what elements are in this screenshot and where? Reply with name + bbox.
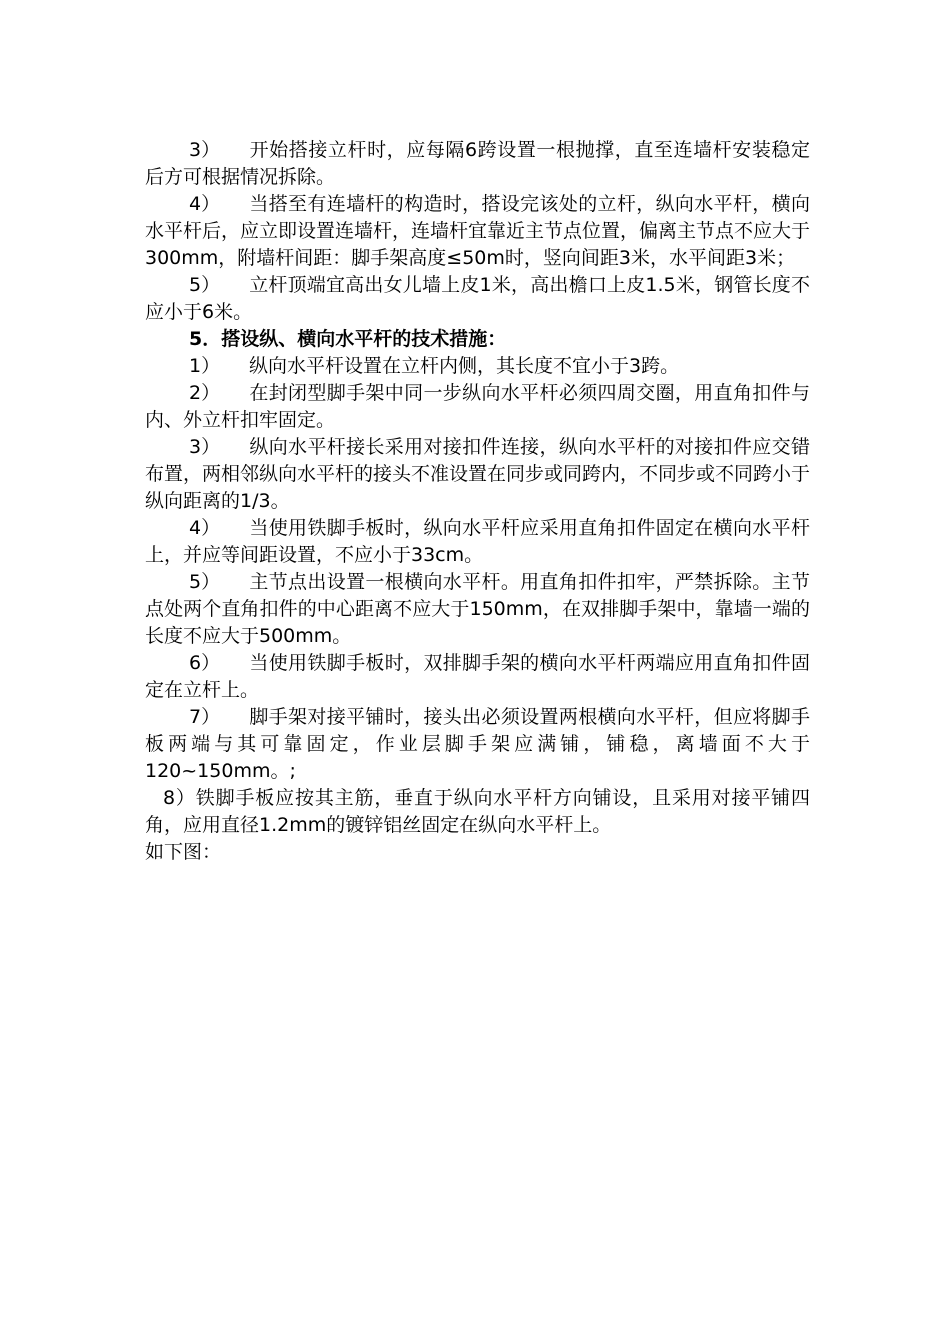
item-number: 4） [189, 193, 221, 215]
item-text: 脚手架对接平铺时，接头出必须设置两根横向水平杆，但应将脚手板两端与其可靠固定，作业层脚手架应满铺，铺稳，离墙面不大于120~150mm。; [145, 706, 810, 782]
section-heading: 5．搭设纵、横向水平杆的技术措施： [189, 328, 507, 350]
item-number: 4） [189, 517, 221, 539]
item-text: 当使用铁脚手板时，双排脚手架的横向水平杆两端应用直角扣件固定在立杆上。 [145, 652, 810, 701]
item-text: 立杆顶端宜高出女儿墙上皮1米，高出檐口上皮1.5米，钢管长度不应小于6米。 [145, 274, 810, 323]
item-text: 开始搭接立杆时，应每隔6跨设置一根抛撑，直至连墙杆安装稳定后方可根据情况拆除。 [145, 139, 810, 188]
item-text: 当搭至有连墙杆的构造时，搭设完该处的立杆，纵向水平杆，横向水平杆后，应立即设置连墙杆，连墙杆宜靠近主节点位置，偏离主节点不应大于300mm，附墙杆间距：脚手架高度≤50m时，竖向间距3米，水平间距3米； [145, 193, 811, 269]
list-item [145, 353, 810, 380]
item-number: 5） [189, 571, 221, 593]
paragraph-item-4 [145, 191, 810, 272]
item-number: 7） [189, 706, 221, 728]
list-item [145, 380, 810, 434]
list-item [145, 569, 810, 650]
document-body [145, 137, 810, 866]
item-number: 2） [189, 382, 221, 404]
item-number: 3） [189, 139, 221, 161]
item-number: 5） [189, 274, 221, 296]
item-text: 主节点出设置一根横向水平杆。用直角扣件扣牢，严禁拆除。主节点处两个直角扣件的中心距离不应大于150mm，在双排脚手架中，靠墙一端的长度不应大于500mm。 [145, 571, 810, 647]
item-text: 纵向水平杆设置在立杆内侧，其长度不宜小于3跨。 [249, 355, 680, 377]
item-number: 1） [189, 355, 221, 377]
list-item [145, 434, 810, 515]
list-item [145, 704, 810, 785]
item-text: 在封闭型脚手架中同一步纵向水平杆必须四周交圈，用直角扣件与内、外立杆扣牢固定。 [145, 382, 810, 431]
paragraph-item-5 [145, 272, 810, 326]
list-item [145, 515, 810, 569]
item-number: 3） [189, 436, 221, 458]
item-text: 纵向水平杆接长采用对接扣件连接，纵向水平杆的对接扣件应交错布置，两相邻纵向水平杆的接头不准设置在同步或同跨内，不同步或不同跨小于纵向距离的1/3。 [145, 436, 811, 512]
item-number: 6） [189, 652, 221, 674]
item-text: 当使用铁脚手板时，纵向水平杆应采用直角扣件固定在横向水平杆上，并应等间距设置，不应小于33cm。 [145, 517, 810, 566]
list-item [145, 650, 810, 704]
list-item-8: 8）铁脚手板应按其主筋，垂直于纵向水平杆方向铺设，且采用对接平铺四角，应用直径1.2mm的镀锌铝丝固定在纵向水平杆上。 [145, 787, 810, 836]
closing-line: 如下图： [145, 841, 222, 863]
paragraph-item-3 [145, 137, 810, 191]
